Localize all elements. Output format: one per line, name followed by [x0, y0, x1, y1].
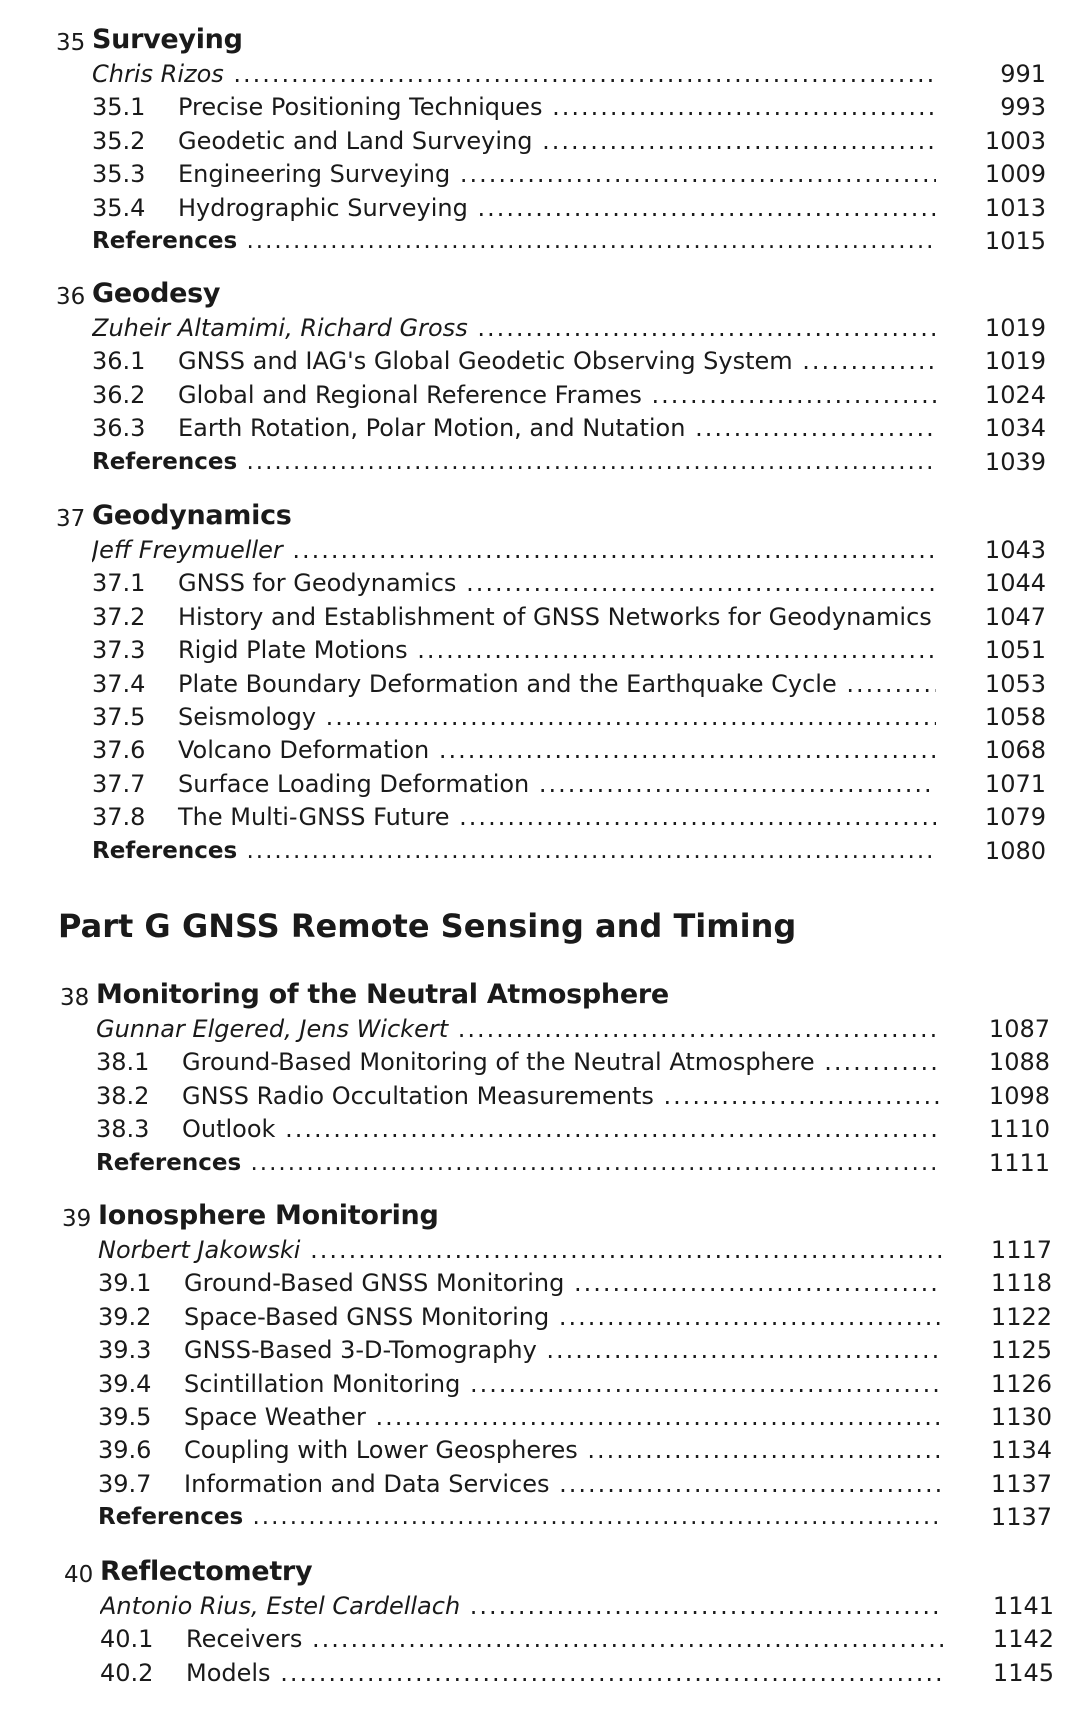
- section-number: 35.1: [92, 93, 146, 122]
- section-number: 38.3: [96, 1115, 150, 1144]
- chapter-38: [60, 979, 1050, 1180]
- section-title: Engineering Surveying: [178, 160, 451, 189]
- page-number: 1126: [990, 1369, 1052, 1398]
- section-number: 38.1: [96, 1048, 150, 1077]
- chapter-title: Monitoring of the Neutral Atmosphere: [96, 979, 669, 1010]
- section-title: Earth Rotation, Polar Motion, and Nutation: [178, 414, 686, 443]
- section-entry: [92, 634, 936, 667]
- section-row: [56, 601, 1046, 634]
- chapter-heading: [56, 278, 1046, 312]
- section-row: [56, 768, 1046, 801]
- page-number: 1142: [992, 1625, 1054, 1654]
- section-title: The Multi-GNSS Future: [178, 803, 450, 832]
- page-number: 1013: [984, 193, 1046, 222]
- page-number: 991: [1000, 60, 1046, 88]
- section-entry: [92, 601, 936, 634]
- page-number: 1122: [990, 1302, 1052, 1331]
- chapter-heading: [60, 979, 1050, 1013]
- section-row: [60, 1080, 1050, 1113]
- page-number: 1134: [990, 1436, 1052, 1465]
- chapter-number: 35: [56, 30, 86, 56]
- section-row: [56, 158, 1046, 191]
- part-label: Part G: [58, 907, 171, 945]
- page-number: 1068: [984, 736, 1046, 765]
- section-number: 37.3: [92, 636, 146, 665]
- section-number: 37.7: [92, 769, 146, 798]
- section-title: GNSS and IAG's Global Geodetic Observing System: [178, 347, 793, 376]
- page-number: 1019: [984, 314, 1046, 342]
- section-number: 37.5: [92, 702, 146, 731]
- section-entry: [92, 412, 936, 445]
- section-title: Coupling with Lower Geospheres: [184, 1436, 578, 1465]
- page-number: 1098: [988, 1081, 1050, 1110]
- chapter-heading: [64, 1556, 1054, 1590]
- chapter-40: [64, 1556, 1054, 1690]
- section-number: 39.6: [98, 1436, 152, 1465]
- chapter-number: 36: [56, 284, 86, 310]
- page-number: 1110: [988, 1115, 1050, 1144]
- section-row: [56, 192, 1046, 225]
- section-row: [62, 1468, 1052, 1501]
- section-row: [56, 701, 1046, 734]
- section-number: 36.2: [92, 380, 146, 409]
- section-number: 35.4: [92, 193, 146, 222]
- chapter-title: Ionosphere Monitoring: [98, 1200, 439, 1231]
- authors-row: [60, 1013, 1050, 1046]
- page-number: 1080: [984, 836, 1046, 865]
- section-row: [56, 734, 1046, 767]
- references-label: References .....: [92, 225, 936, 258]
- section-row: [62, 1401, 1052, 1434]
- section-number: 38.2: [96, 1081, 150, 1110]
- page-number: 1088: [988, 1048, 1050, 1077]
- section-row: [60, 1113, 1050, 1146]
- page-number: 1047: [984, 602, 1046, 631]
- section-entry: [92, 345, 936, 378]
- section-number: 39.3: [98, 1336, 152, 1365]
- section-entry: [92, 801, 936, 834]
- page-number: 1009: [984, 160, 1046, 189]
- section-entry: [98, 1468, 942, 1501]
- page-number: 1125: [990, 1336, 1052, 1365]
- section-title: Ground-Based Monitoring of the Neutral Atmosphere: [182, 1048, 815, 1077]
- chapter-heading: [62, 1200, 1052, 1234]
- section-title: Volcano Deformation: [178, 736, 430, 765]
- page-number: 1130: [990, 1402, 1052, 1431]
- section-row: [60, 1046, 1050, 1079]
- page-number: 1003: [984, 126, 1046, 155]
- page-number: 1034: [984, 414, 1046, 443]
- section-number: 40.1: [100, 1625, 154, 1654]
- references-label: References .....: [92, 835, 936, 868]
- chapter-number: 38: [60, 985, 90, 1011]
- references-row: [56, 225, 1046, 258]
- page-number: 1058: [984, 702, 1046, 731]
- page-number: 1117: [990, 1236, 1052, 1264]
- page-number: 1039: [984, 447, 1046, 476]
- chapter-authors: Norbert Jakowski .....: [98, 1234, 942, 1267]
- authors-row: [56, 58, 1046, 91]
- references-row: [56, 835, 1046, 868]
- section-title: GNSS for Geodynamics: [178, 569, 457, 598]
- section-title: Ground-Based GNSS Monitoring: [184, 1269, 565, 1298]
- section-title: Hydrographic Surveying: [178, 193, 468, 222]
- chapter-35: [56, 24, 1046, 258]
- references-label: References .....: [96, 1147, 940, 1180]
- chapter-title: Reflectometry: [100, 1556, 313, 1587]
- chapter-title: Surveying: [92, 24, 243, 55]
- page-number: 1141: [992, 1592, 1054, 1620]
- page-number: 1019: [984, 347, 1046, 376]
- section-entry: [92, 768, 936, 801]
- section-row: [62, 1368, 1052, 1401]
- section-number: 35.3: [92, 160, 146, 189]
- section-number: 39.7: [98, 1469, 152, 1498]
- chapter-authors: Antonio Rius, Estel Cardellach .....: [100, 1590, 944, 1623]
- section-entry: [98, 1334, 942, 1367]
- chapter-heading: [56, 500, 1046, 534]
- section-number: 39.2: [98, 1302, 152, 1331]
- section-entry: [92, 125, 936, 158]
- section-entry: [92, 734, 936, 767]
- section-title: Space Weather: [184, 1402, 366, 1431]
- page-number: 1051: [984, 636, 1046, 665]
- section-number: 37.8: [92, 803, 146, 832]
- chapter-authors: Jeff Freymueller .....: [92, 534, 936, 567]
- part-heading: [58, 907, 796, 945]
- section-entry: [92, 567, 936, 600]
- section-row: [56, 379, 1046, 412]
- section-title: Models: [186, 1658, 271, 1687]
- chapter-number: 37: [56, 506, 86, 532]
- part-title: GNSS Remote Sensing and Timing: [182, 907, 797, 945]
- chapter-36: [56, 278, 1046, 479]
- section-title: Surface Loading Deformation: [178, 769, 530, 798]
- section-number: 37.2: [92, 602, 146, 631]
- section-row: [56, 345, 1046, 378]
- chapter-number: 40: [64, 1562, 94, 1588]
- section-row: [62, 1334, 1052, 1367]
- references-row: [56, 446, 1046, 479]
- section-entry: [96, 1080, 940, 1113]
- section-row: [56, 801, 1046, 834]
- page-number: 1024: [984, 380, 1046, 409]
- chapter-39: [62, 1200, 1052, 1535]
- chapter-authors: Chris Rizos .....: [92, 58, 936, 91]
- section-entry: [96, 1113, 940, 1146]
- section-entry: [98, 1401, 942, 1434]
- section-number: 37.6: [92, 736, 146, 765]
- section-row: [56, 567, 1046, 600]
- section-row: [64, 1623, 1054, 1656]
- authors-row: [56, 534, 1046, 567]
- section-entry: [100, 1657, 944, 1690]
- page-number: 1043: [984, 536, 1046, 564]
- section-title: Seismology: [178, 702, 317, 731]
- section-row: [62, 1267, 1052, 1300]
- section-title: Precise Positioning Techniques: [178, 93, 543, 122]
- section-entry: [92, 91, 936, 124]
- section-row: [56, 634, 1046, 667]
- section-row: [62, 1301, 1052, 1334]
- section-entry: [96, 1046, 940, 1079]
- page-number: 1111: [988, 1148, 1050, 1177]
- section-entry: [92, 668, 936, 701]
- references-label: References .....: [92, 446, 936, 479]
- section-number: 39.5: [98, 1402, 152, 1431]
- section-title: Outlook: [182, 1115, 276, 1144]
- page-number: 1071: [984, 769, 1046, 798]
- section-entry: [98, 1301, 942, 1334]
- references-row: [60, 1147, 1050, 1180]
- section-entry: [92, 158, 936, 191]
- section-number: 36.3: [92, 414, 146, 443]
- section-number: 37.4: [92, 669, 146, 698]
- authors-row: [64, 1590, 1054, 1623]
- section-title: Geodetic and Land Surveying: [178, 126, 533, 155]
- chapter-authors: Zuheir Altamimi, Richard Gross .....: [92, 312, 936, 345]
- section-number: 40.2: [100, 1658, 154, 1687]
- section-row: [62, 1434, 1052, 1467]
- section-title: Information and Data Services: [184, 1469, 550, 1498]
- chapter-number: 39: [62, 1206, 92, 1232]
- section-row: [56, 125, 1046, 158]
- page-number: 1079: [984, 803, 1046, 832]
- section-entry: [98, 1368, 942, 1401]
- page-number: 1137: [990, 1503, 1052, 1532]
- authors-row: [62, 1234, 1052, 1267]
- section-title: Scintillation Monitoring: [184, 1369, 461, 1398]
- references-row: [62, 1501, 1052, 1534]
- section-number: 37.1: [92, 569, 146, 598]
- page-number: 1118: [990, 1269, 1052, 1298]
- section-title: Rigid Plate Motions: [178, 636, 408, 665]
- references-label: References .....: [98, 1501, 942, 1534]
- section-title: GNSS-Based 3-D-Tomography: [184, 1336, 537, 1365]
- section-entry: [100, 1623, 944, 1656]
- section-title: History and Establishment of GNSS Networks for Geodynamics: [178, 602, 932, 631]
- section-title: Space-Based GNSS Monitoring: [184, 1302, 550, 1331]
- section-number: 39.1: [98, 1269, 152, 1298]
- section-title: GNSS Radio Occultation Measurements: [182, 1081, 654, 1110]
- page-number: 1053: [984, 669, 1046, 698]
- page-number: 993: [1000, 93, 1046, 122]
- authors-row: [56, 312, 1046, 345]
- section-entry: [92, 192, 936, 225]
- chapter-authors: Gunnar Elgered, Jens Wickert .....: [96, 1013, 940, 1046]
- page-number: 1137: [990, 1469, 1052, 1498]
- section-title: Plate Boundary Deformation and the Earthquake Cycle: [178, 669, 837, 698]
- chapter-37: [56, 500, 1046, 868]
- page-number: 1015: [984, 226, 1046, 255]
- section-title: Global and Regional Reference Frames: [178, 380, 642, 409]
- section-entry: [98, 1434, 942, 1467]
- section-title: Receivers: [186, 1625, 303, 1654]
- section-number: 35.2: [92, 126, 146, 155]
- section-number: 39.4: [98, 1369, 152, 1398]
- page-number: 1145: [992, 1658, 1054, 1687]
- section-row: [64, 1657, 1054, 1690]
- section-entry: [92, 701, 936, 734]
- page-number: 1087: [988, 1015, 1050, 1043]
- chapter-title: Geodesy: [92, 278, 221, 309]
- section-entry: [92, 379, 936, 412]
- section-entry: [98, 1267, 942, 1300]
- section-row: [56, 412, 1046, 445]
- section-number: 36.1: [92, 347, 146, 376]
- page-number: 1044: [984, 569, 1046, 598]
- section-row: [56, 91, 1046, 124]
- chapter-title: Geodynamics: [92, 500, 292, 531]
- chapter-heading: [56, 24, 1046, 58]
- section-row: [56, 668, 1046, 701]
